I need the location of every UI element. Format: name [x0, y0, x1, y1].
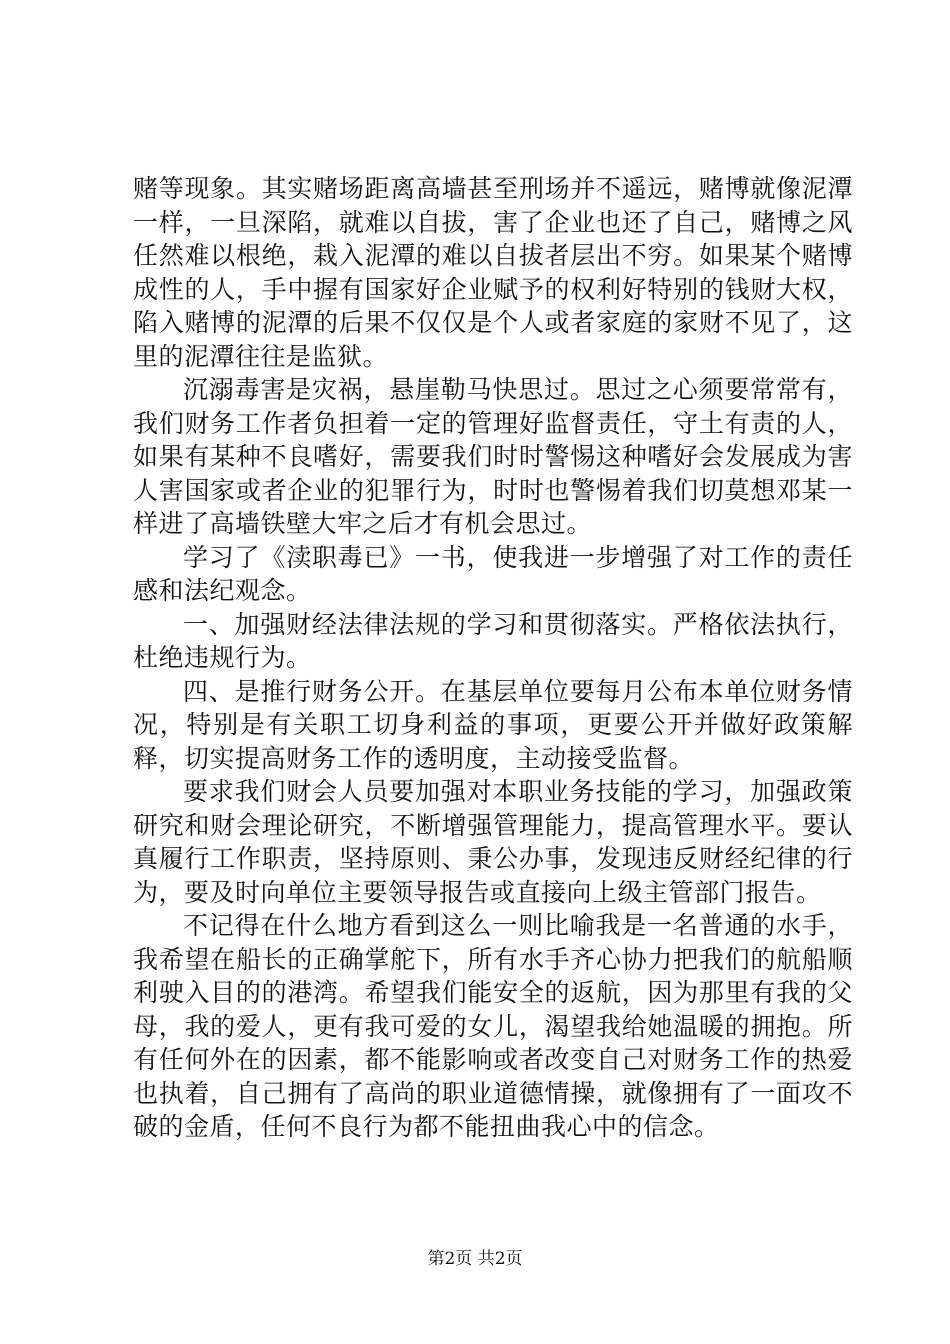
document-body	[133, 172, 853, 1144]
paragraph-requirements: 要求我们财会人员要加强对本职业务技能的学习，加强政策研究和财会理论研究，不断增强管理能力，提高管理水平。要认真履行工作职责，坚持原则、秉公办事，发现违反财经纪律的行为，要及时向单位主要领导报告或直接向上级主管部门报告。	[133, 777, 853, 907]
paragraph-point-one: 一、加强财经法律法规的学习和贯彻落实。严格依法执行，杜绝违规行为。	[133, 609, 853, 672]
paragraph-study: 学习了《渎职毒已》一书，使我进一步增强了对工作的责任感和法纪观念。	[133, 542, 853, 605]
paragraph-point-four: 四、是推行财务公开。在基层单位要每月公布本单位财务情况，特别是有关职工切身利益的事项，更要公开并做好政策解释，切实提高财务工作的透明度，主动接受监督。	[133, 676, 853, 773]
paragraph-metaphor: 不记得在什么地方看到这么一则比喻我是一名普通的水手，我希望在船长的正确掌舵下，所有水手齐心协力把我们的航船顺利驶入目的的港湾。希望我们能安全的返航，因为那里有我的父母，我的爱人，更有我可爱的女儿，渴望我给她温暖的拥抱。所有任何外在的因素，都不能影响或者改变自己对财务工作的热爱也执着，自己拥有了高尚的职业道德情操，就像拥有了一面攻不破的金盾，任何不良行为都不能扭曲我心中的信念。	[133, 911, 853, 1141]
paragraph-reflection: 沉溺毒害是灾祸，悬崖勒马快思过。思过之心须要常常有，我们财务工作者负担着一定的管理好监督责任，守土有责的人，如果有某种不良嗜好，需要我们时时警惕这种嗜好会发展成为害人害国家或者企业的犯罪行为，时时也警惕着我们切莫想邓某一样进了高墙铁壁大牢之后才有机会思过。	[133, 375, 853, 538]
paragraph-continuation: 赌等现象。其实赌场距离高墙甚至刑场并不遥远，赌博就像泥潭一样，一旦深陷，就难以自拔，害了企业也还了自己，赌博之风任然难以根绝，栽入泥潭的难以自拔者层出不穷。如果某个赌博成性的人，手中握有国家好企业赋予的权利好特别的钱财大权，陷入赌博的泥潭的后果不仅仅是个人或者家庭的家财不见了，这里的泥潭往往是监狱。	[133, 174, 853, 371]
page-footer: 第2页 共2页	[427, 1249, 523, 1269]
